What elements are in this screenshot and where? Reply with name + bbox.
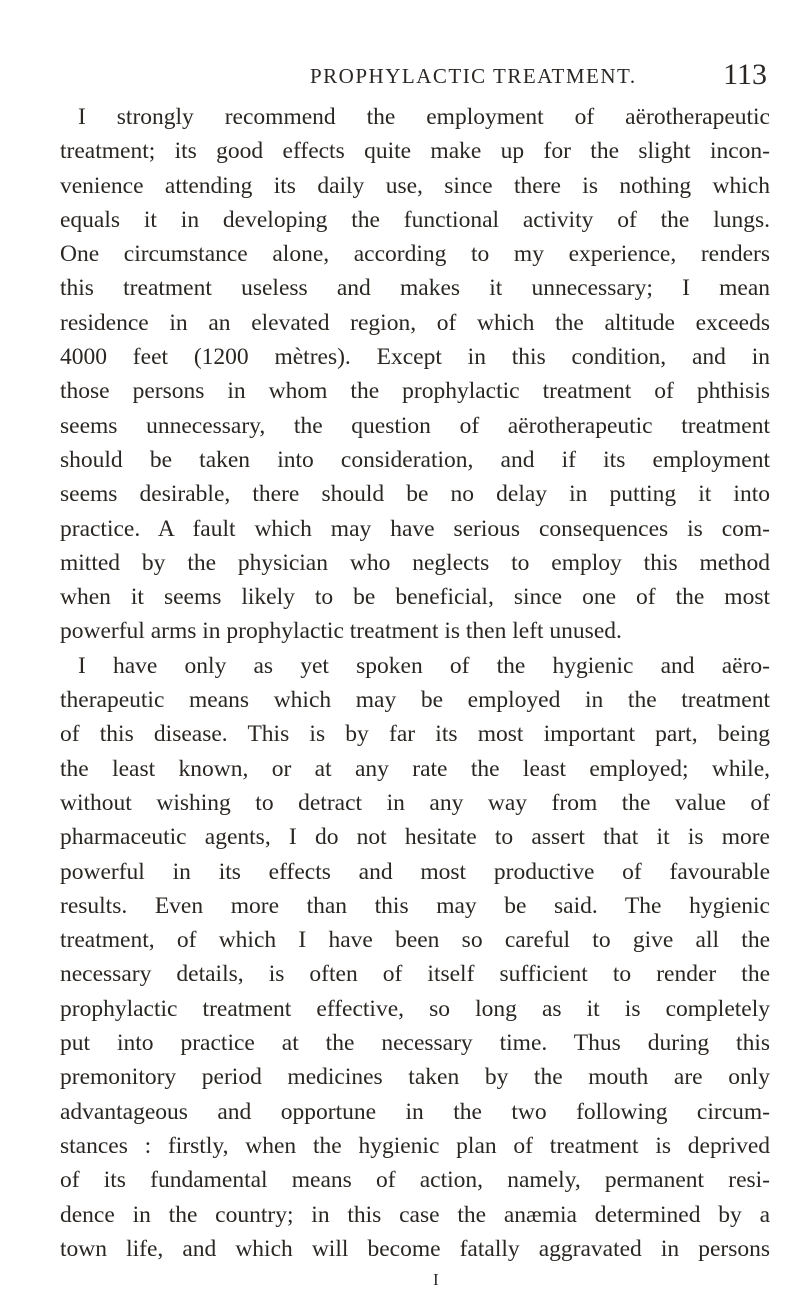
text-line: of its fundamental means of action, namely, permanent resi- xyxy=(60,1167,770,1194)
text-line: treatment, of which I have been so careful to give all the xyxy=(60,927,770,954)
text-line: advantageous and opportune in the two following circum- xyxy=(60,1098,770,1125)
running-head xyxy=(60,58,770,98)
text-line: stances : firstly, when the hygienic plan of treatment is deprived xyxy=(60,1132,770,1159)
text-line: the least known, or at any rate the least employed; while, xyxy=(60,755,770,782)
text-line: premonitory period medicines taken by the mouth are only xyxy=(60,1064,770,1091)
text-line: I strongly recommend the employment of aërotherapeutic xyxy=(78,104,770,130)
text-line: of this disease. This is by far its most important part, being xyxy=(60,721,770,748)
text-line: powerful arms in prophylactic treatment is then left unused. xyxy=(60,618,622,645)
text-line: when it seems likely to be beneficial, since one of the most xyxy=(60,584,770,611)
text-line: put into practice at the necessary time. Thus during this xyxy=(60,1030,770,1057)
text-line: necessary details, is often of itself sufficient to render the xyxy=(60,961,770,988)
text-line: mitted by the physician who neglects to employ this method xyxy=(60,549,770,576)
text-line: those persons in whom the prophylactic treatment of phthisis xyxy=(60,378,770,405)
text-line: dence in the country; in this case the anæmia determined by a xyxy=(60,1201,770,1228)
text-line: equals it in developing the functional activity of the lungs. xyxy=(60,206,770,233)
page-number: 113 xyxy=(723,58,767,91)
text-line: residence in an elevated region, of which the altitude exceeds xyxy=(60,309,770,336)
text-line: I have only as yet spoken of the hygienic and aëro- xyxy=(78,652,770,679)
text-line: pharmaceutic agents, I do not hesitate to assert that it is more xyxy=(60,824,770,851)
text-line: 4000 feet (1200 mètres). Except in this condition, and in xyxy=(60,344,770,371)
text-line: seems desirable, there should be no delay in putting it into xyxy=(60,481,770,508)
text-line: treatment; its good effects quite make up for the slight incon- xyxy=(60,138,770,165)
body-text xyxy=(60,100,770,1266)
paragraph-1 xyxy=(60,100,770,649)
text-line: town life, and which will become fatally aggravated in persons xyxy=(60,1235,770,1262)
signature-mark: I xyxy=(433,1270,439,1289)
running-title: PROPHYLACTIC TREATMENT. xyxy=(310,64,637,88)
text-line: practice. A fault which may have serious consequences is com- xyxy=(60,515,770,542)
text-line: results. Even more than this may be said. The hygienic xyxy=(60,892,770,919)
text-line: therapeutic means which may be employed in the treatment xyxy=(60,687,770,714)
text-line: seems unnecessary, the question of aërotherapeutic treatment xyxy=(60,412,770,439)
text-line: venience attending its daily use, since there is nothing which xyxy=(60,172,770,199)
text-line: this treatment useless and makes it unnecessary; I mean xyxy=(60,275,770,302)
text-line: powerful in its effects and most productive of favourable xyxy=(60,858,770,885)
paragraph-2 xyxy=(60,649,770,1266)
text-line: without wishing to detract in any way from the value of xyxy=(60,789,770,816)
text-line: should be taken into consideration, and if its employment xyxy=(60,446,770,473)
text-line: prophylactic treatment effective, so long as it is completely xyxy=(60,995,770,1022)
text-line: One circumstance alone, according to my experience, renders xyxy=(60,241,770,268)
